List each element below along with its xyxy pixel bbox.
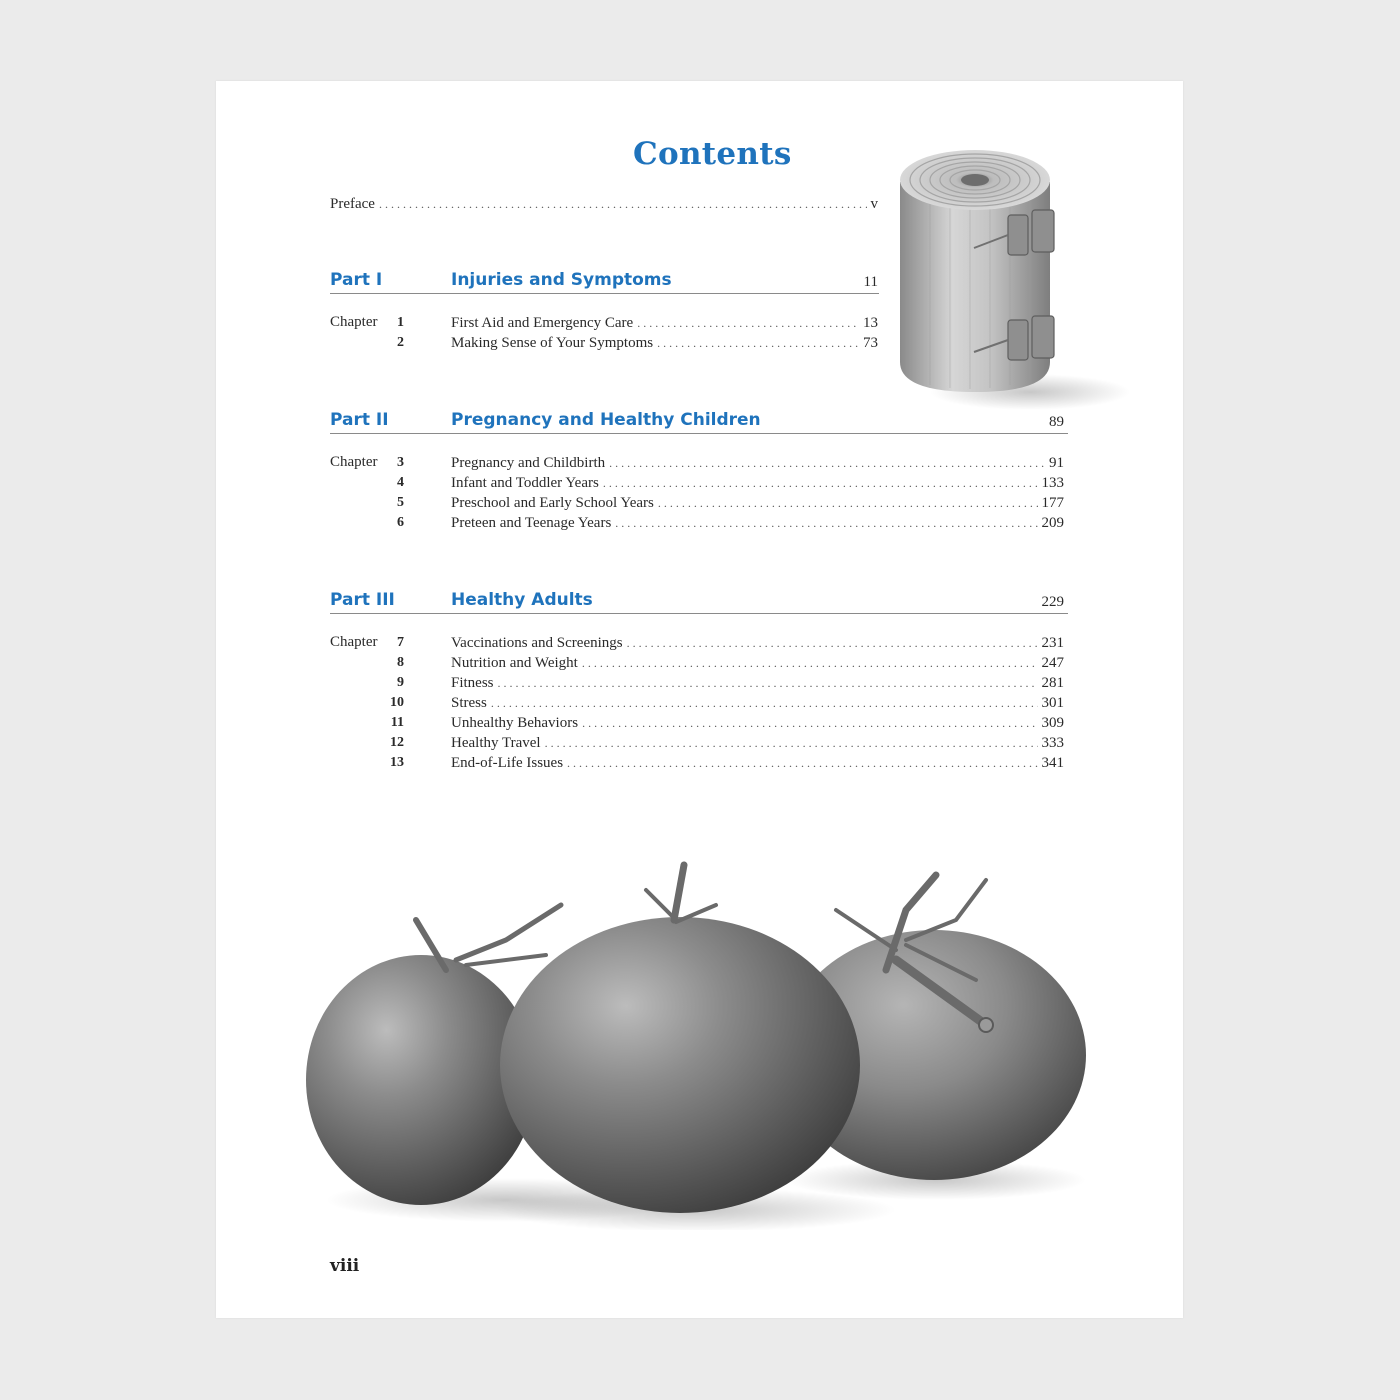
chapter-page: 301: [1041, 695, 1064, 711]
toc-preface: [330, 194, 878, 214]
preface-label: Preface: [330, 196, 375, 212]
toc-chapter-row: [451, 313, 878, 333]
part-divider: [330, 293, 879, 294]
chapter-title: End-of-Life Issues: [451, 755, 564, 771]
chapter-page: 309: [1041, 715, 1064, 731]
chapter-number: 6: [397, 515, 404, 530]
leader-dots: [658, 493, 1038, 513]
leader-dots: [498, 673, 1038, 693]
chapter-title: Infant and Toddler Years: [451, 475, 599, 491]
part-divider: [330, 613, 1068, 614]
chapter-number: 3: [397, 455, 404, 470]
part-label: Part II: [330, 410, 389, 430]
leader-dots: [627, 633, 1038, 653]
part-title: Healthy Adults: [451, 590, 593, 610]
chapter-title: Pregnancy and Childbirth: [451, 455, 606, 471]
chapter-page: 341: [1041, 755, 1064, 771]
chapter-number: 13: [390, 755, 404, 770]
leader-dots: [657, 333, 859, 353]
chapter-page: 333: [1041, 735, 1064, 751]
chapter-title: Making Sense of Your Symptoms: [451, 335, 654, 351]
chapter-title: Unhealthy Behaviors: [451, 715, 579, 731]
bandage-roll-image: [890, 130, 1130, 420]
chapter-page: 281: [1041, 675, 1064, 691]
chapter-page: 73: [863, 335, 878, 351]
chapter-title: Preschool and Early School Years: [451, 495, 654, 511]
toc-chapter-row: [451, 473, 1064, 493]
chapter-page: 133: [1041, 475, 1064, 491]
part-page: 89: [1049, 414, 1064, 430]
toc-chapter-row: [451, 653, 1064, 673]
toc-chapter-row: [451, 713, 1064, 733]
leader-dots: [567, 753, 1037, 773]
chapter-word: Chapter: [330, 454, 378, 470]
chapter-page: 209: [1041, 515, 1064, 531]
part-label: Part I: [330, 270, 383, 290]
chapter-number: 4: [397, 475, 404, 490]
part-title: Injuries and Symptoms: [451, 270, 672, 290]
chapter-number: 11: [390, 715, 404, 730]
chapter-number: 9: [397, 675, 404, 690]
leader-dots: [582, 653, 1038, 673]
toc-chapter-row: [451, 673, 1064, 693]
chapter-title: Healthy Travel: [451, 735, 541, 751]
chapter-number: 2: [397, 335, 404, 350]
chapter-title: First Aid and Emergency Care: [451, 315, 634, 331]
part-title: Pregnancy and Healthy Children: [451, 410, 761, 430]
chapter-number: 7: [397, 635, 404, 650]
toc-chapter-row: [451, 493, 1064, 513]
page-number: viii: [330, 1256, 360, 1276]
toc-chapter-row: [451, 633, 1064, 653]
chapter-title: Vaccinations and Screenings: [451, 635, 623, 651]
leader-dots: [582, 713, 1037, 733]
chapter-page: 231: [1041, 635, 1064, 651]
chapter-number: 12: [390, 735, 404, 750]
part-page: 229: [1041, 594, 1064, 610]
toc-chapter-row: [451, 753, 1064, 773]
chapter-title: Nutrition and Weight: [451, 655, 578, 671]
leader-dots: [379, 194, 867, 214]
toc-chapter-row: [451, 333, 878, 353]
chapter-title: Fitness: [451, 675, 494, 691]
chapter-word: Chapter: [330, 314, 378, 330]
chapter-page: 13: [863, 315, 878, 331]
chapter-number: 5: [397, 495, 404, 510]
toc-chapter-row: [451, 733, 1064, 753]
leader-dots: [603, 473, 1038, 493]
page-title: Contents: [633, 136, 792, 172]
chapter-word: Chapter: [330, 634, 378, 650]
chapter-page: 247: [1041, 655, 1064, 671]
toc-chapter-row: [451, 693, 1064, 713]
chapter-title: Preteen and Teenage Years: [451, 515, 612, 531]
chapter-number: 8: [397, 655, 404, 670]
part-label: Part III: [330, 590, 395, 610]
leader-dots: [609, 453, 1045, 473]
leader-dots: [545, 733, 1038, 753]
part-page: 11: [863, 274, 878, 290]
chapter-number: 1: [397, 315, 404, 330]
part-divider: [330, 433, 1068, 434]
tomatoes-image: [296, 850, 1096, 1230]
toc-chapter-row: [451, 453, 1064, 473]
chapter-title: Stress: [451, 695, 487, 711]
leader-dots: [491, 693, 1038, 713]
leader-dots: [637, 313, 859, 333]
chapter-page: 91: [1049, 455, 1064, 471]
leader-dots: [615, 513, 1037, 533]
chapter-page: 177: [1041, 495, 1064, 511]
chapter-number: 10: [390, 695, 404, 710]
toc-chapter-row: [451, 513, 1064, 533]
preface-page: v: [870, 196, 878, 212]
